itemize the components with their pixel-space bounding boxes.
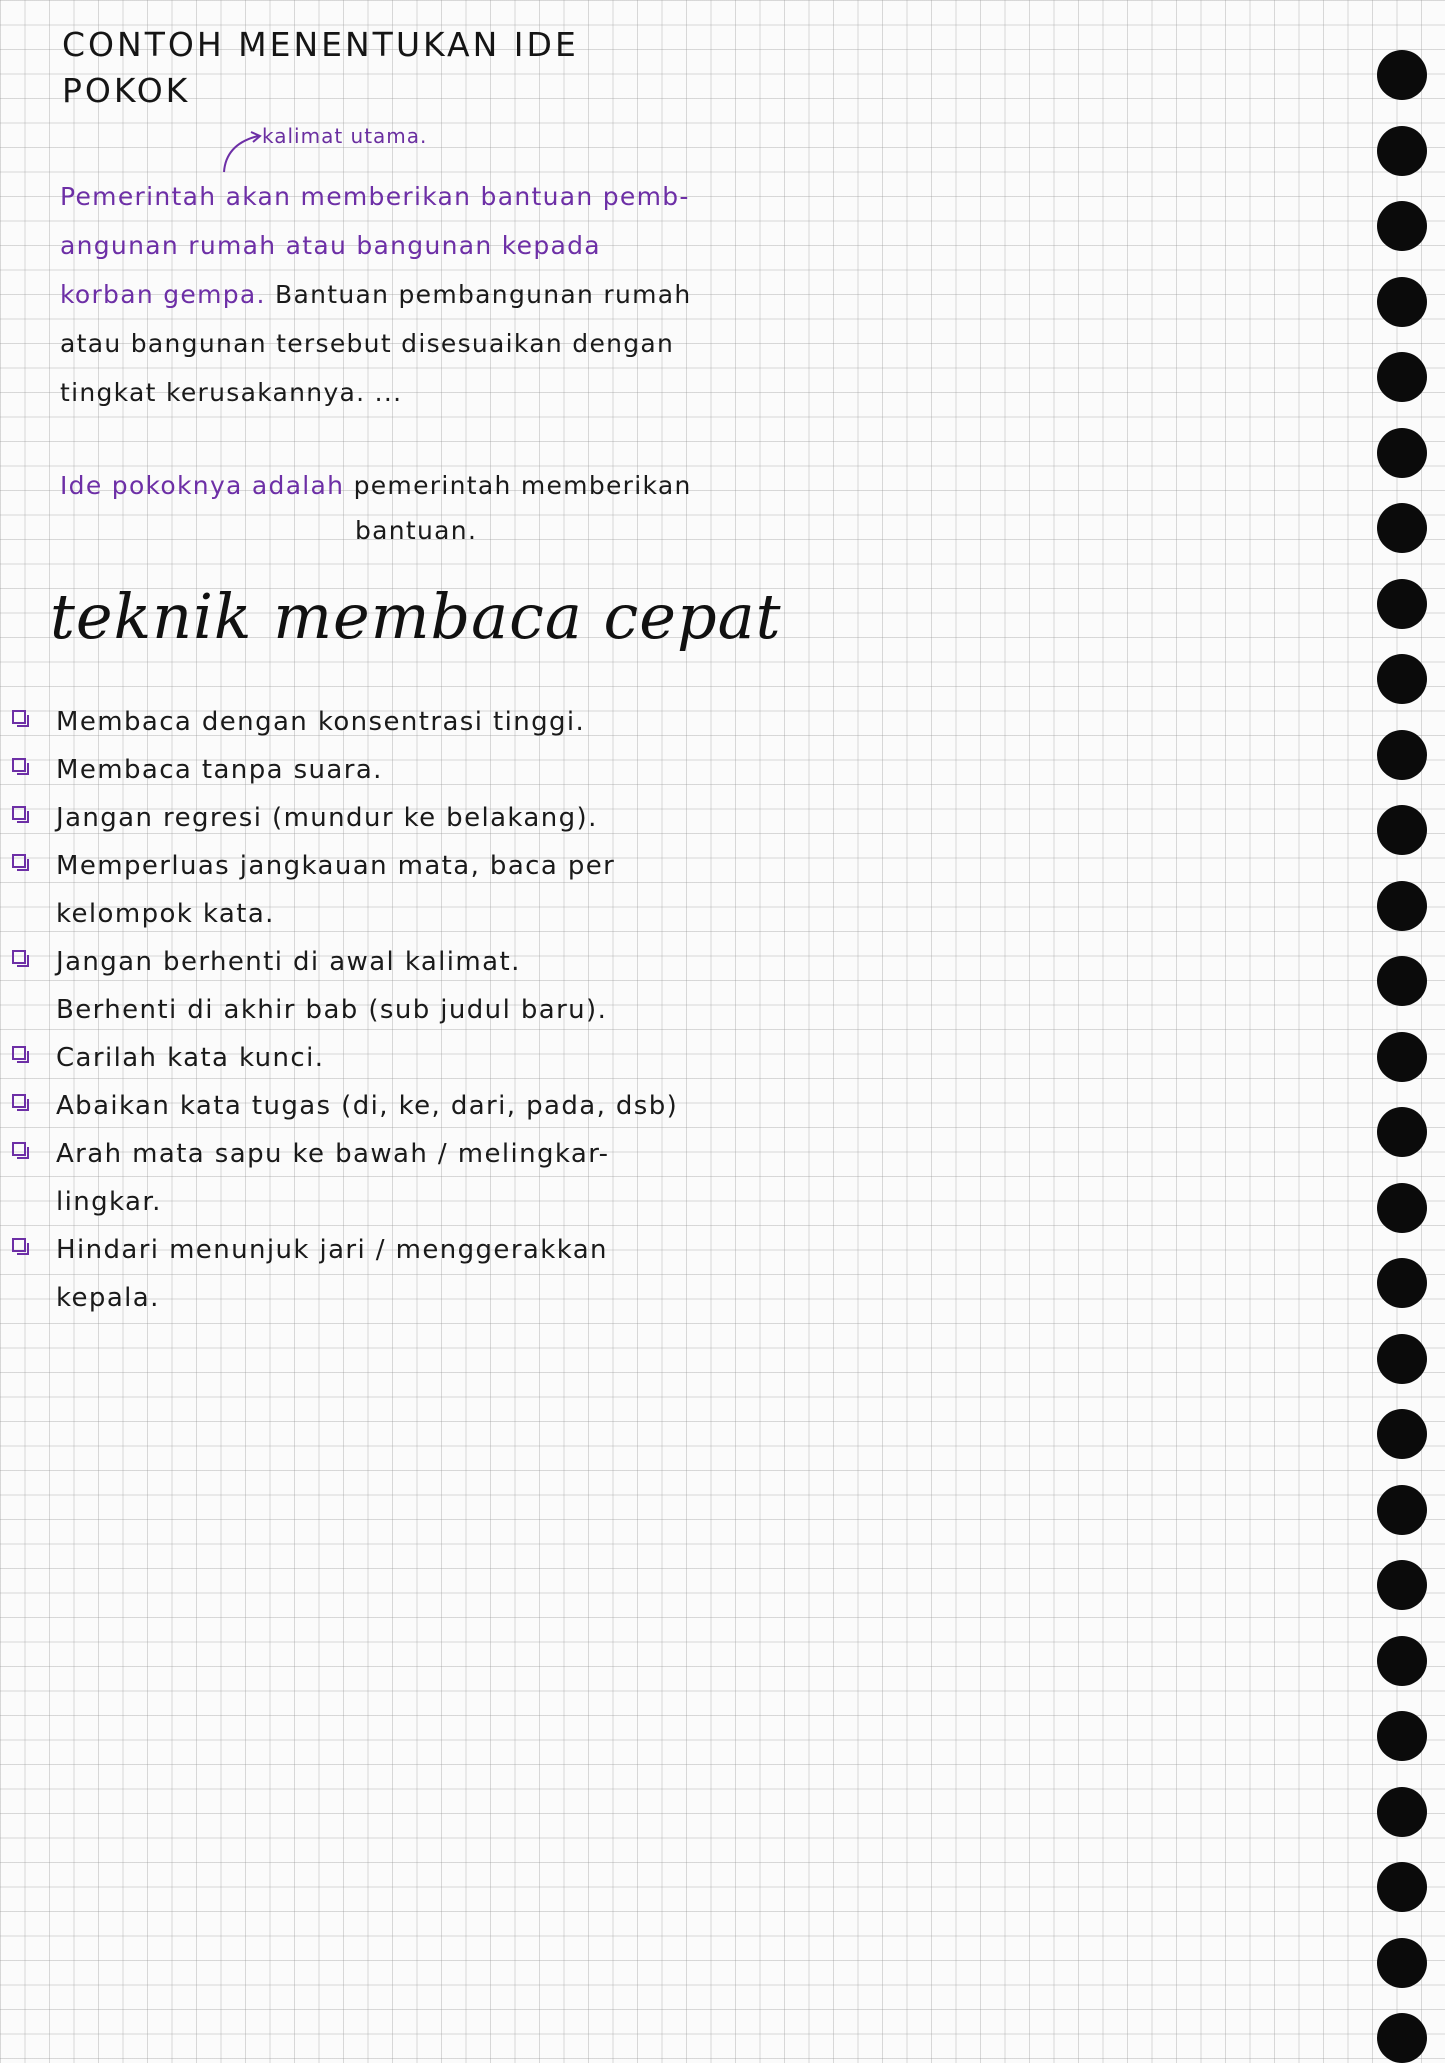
binder-holes xyxy=(1365,0,1445,2048)
checkbox-icon xyxy=(12,1142,30,1160)
binder-hole xyxy=(1377,277,1427,327)
annotation-kalimat-utama: kalimat utama. xyxy=(262,124,428,148)
binder-hole xyxy=(1377,805,1427,855)
list-item xyxy=(0,698,720,746)
tips-list xyxy=(0,698,720,1322)
binder-hole xyxy=(1377,579,1427,629)
section-title: teknik membaca cepat xyxy=(50,580,782,653)
ide-label: Ide pokoknya adalah xyxy=(60,471,345,500)
binder-hole xyxy=(1377,1560,1427,1610)
binder-hole xyxy=(1377,1409,1427,1459)
list-item xyxy=(0,842,720,938)
tip-text: Memperluas jangkauan mata, baca per xyxy=(56,851,616,881)
list-item xyxy=(0,1226,720,1322)
paragraph-fragment: korban gempa. xyxy=(60,280,266,309)
list-item xyxy=(0,1034,720,1082)
page-heading xyxy=(62,22,662,114)
tip-text: Membaca dengan konsentrasi tinggi. xyxy=(56,707,586,737)
binder-hole xyxy=(1377,1938,1427,1988)
binder-hole xyxy=(1377,1787,1427,1837)
tip-text: Abaikan kata tugas (di, ke, dari, pada, dsb) xyxy=(56,1091,679,1121)
binder-hole xyxy=(1377,503,1427,553)
list-item xyxy=(0,938,720,1034)
paragraph-line xyxy=(60,270,700,319)
binder-hole xyxy=(1377,352,1427,402)
list-item xyxy=(0,746,720,794)
ide-value: pemerintah memberikan xyxy=(353,471,692,500)
tip-text: Arah mata sapu ke bawah / melingkar- lingkar. xyxy=(56,1139,610,1217)
binder-hole xyxy=(1377,1711,1427,1761)
checkbox-icon xyxy=(12,1094,30,1112)
binder-hole xyxy=(1377,1183,1427,1233)
binder-hole xyxy=(1377,1862,1427,1912)
checkbox-icon xyxy=(12,710,30,728)
binder-hole xyxy=(1377,428,1427,478)
paragraph-line: Pemerintah akan memberikan bantuan pemb- xyxy=(60,182,690,211)
tip-text-continued: Berhenti di akhir bab (sub judul baru). xyxy=(56,995,608,1025)
example-paragraph xyxy=(60,172,700,417)
checkbox-icon xyxy=(12,854,30,872)
binder-hole xyxy=(1377,201,1427,251)
binder-hole xyxy=(1377,1334,1427,1384)
binder-hole xyxy=(1377,1258,1427,1308)
checkbox-icon xyxy=(12,806,30,824)
binder-hole xyxy=(1377,881,1427,931)
paragraph-line: tingkat kerusakannya. ... xyxy=(60,378,403,407)
checkbox-icon xyxy=(12,1046,30,1064)
tip-text: Jangan regresi (mundur ke belakang). xyxy=(56,803,598,833)
checkbox-icon xyxy=(12,758,30,776)
list-item xyxy=(0,1130,720,1226)
ide-value-continued: bantuan. xyxy=(355,516,478,545)
paragraph-line: atau bangunan tersebut disesuaikan dengan xyxy=(60,329,675,358)
binder-hole xyxy=(1377,1107,1427,1157)
heading-line-1: CONTOH MENENTUKAN IDE xyxy=(62,25,579,64)
tip-text-continued: kelompok kata. xyxy=(56,899,275,929)
binder-hole xyxy=(1377,730,1427,780)
tip-text: Membaca tanpa suara. xyxy=(56,755,383,785)
heading-line-2: POKOK xyxy=(62,71,191,110)
binder-hole xyxy=(1377,956,1427,1006)
checkbox-icon xyxy=(12,1238,30,1256)
curved-arrow-icon xyxy=(218,130,268,175)
tip-text: Carilah kata kunci. xyxy=(56,1043,325,1073)
list-item xyxy=(0,1082,720,1130)
binder-hole xyxy=(1377,1032,1427,1082)
tip-text: Jangan berhenti di awal kalimat. xyxy=(56,947,521,977)
tip-text: Hindari menunjuk jari / menggerakkan kepala. xyxy=(56,1235,608,1313)
ide-pokok xyxy=(60,462,700,510)
paragraph-fragment: Bantuan pembangunan rumah xyxy=(275,280,692,309)
binder-hole xyxy=(1377,654,1427,704)
binder-hole xyxy=(1377,1485,1427,1535)
binder-hole xyxy=(1377,50,1427,100)
checkbox-icon xyxy=(12,950,30,968)
list-item xyxy=(0,794,720,842)
binder-hole xyxy=(1377,1636,1427,1686)
paragraph-line: angunan rumah atau bangunan kepada xyxy=(60,231,601,260)
binder-hole xyxy=(1377,2013,1427,2063)
binder-hole xyxy=(1377,126,1427,176)
